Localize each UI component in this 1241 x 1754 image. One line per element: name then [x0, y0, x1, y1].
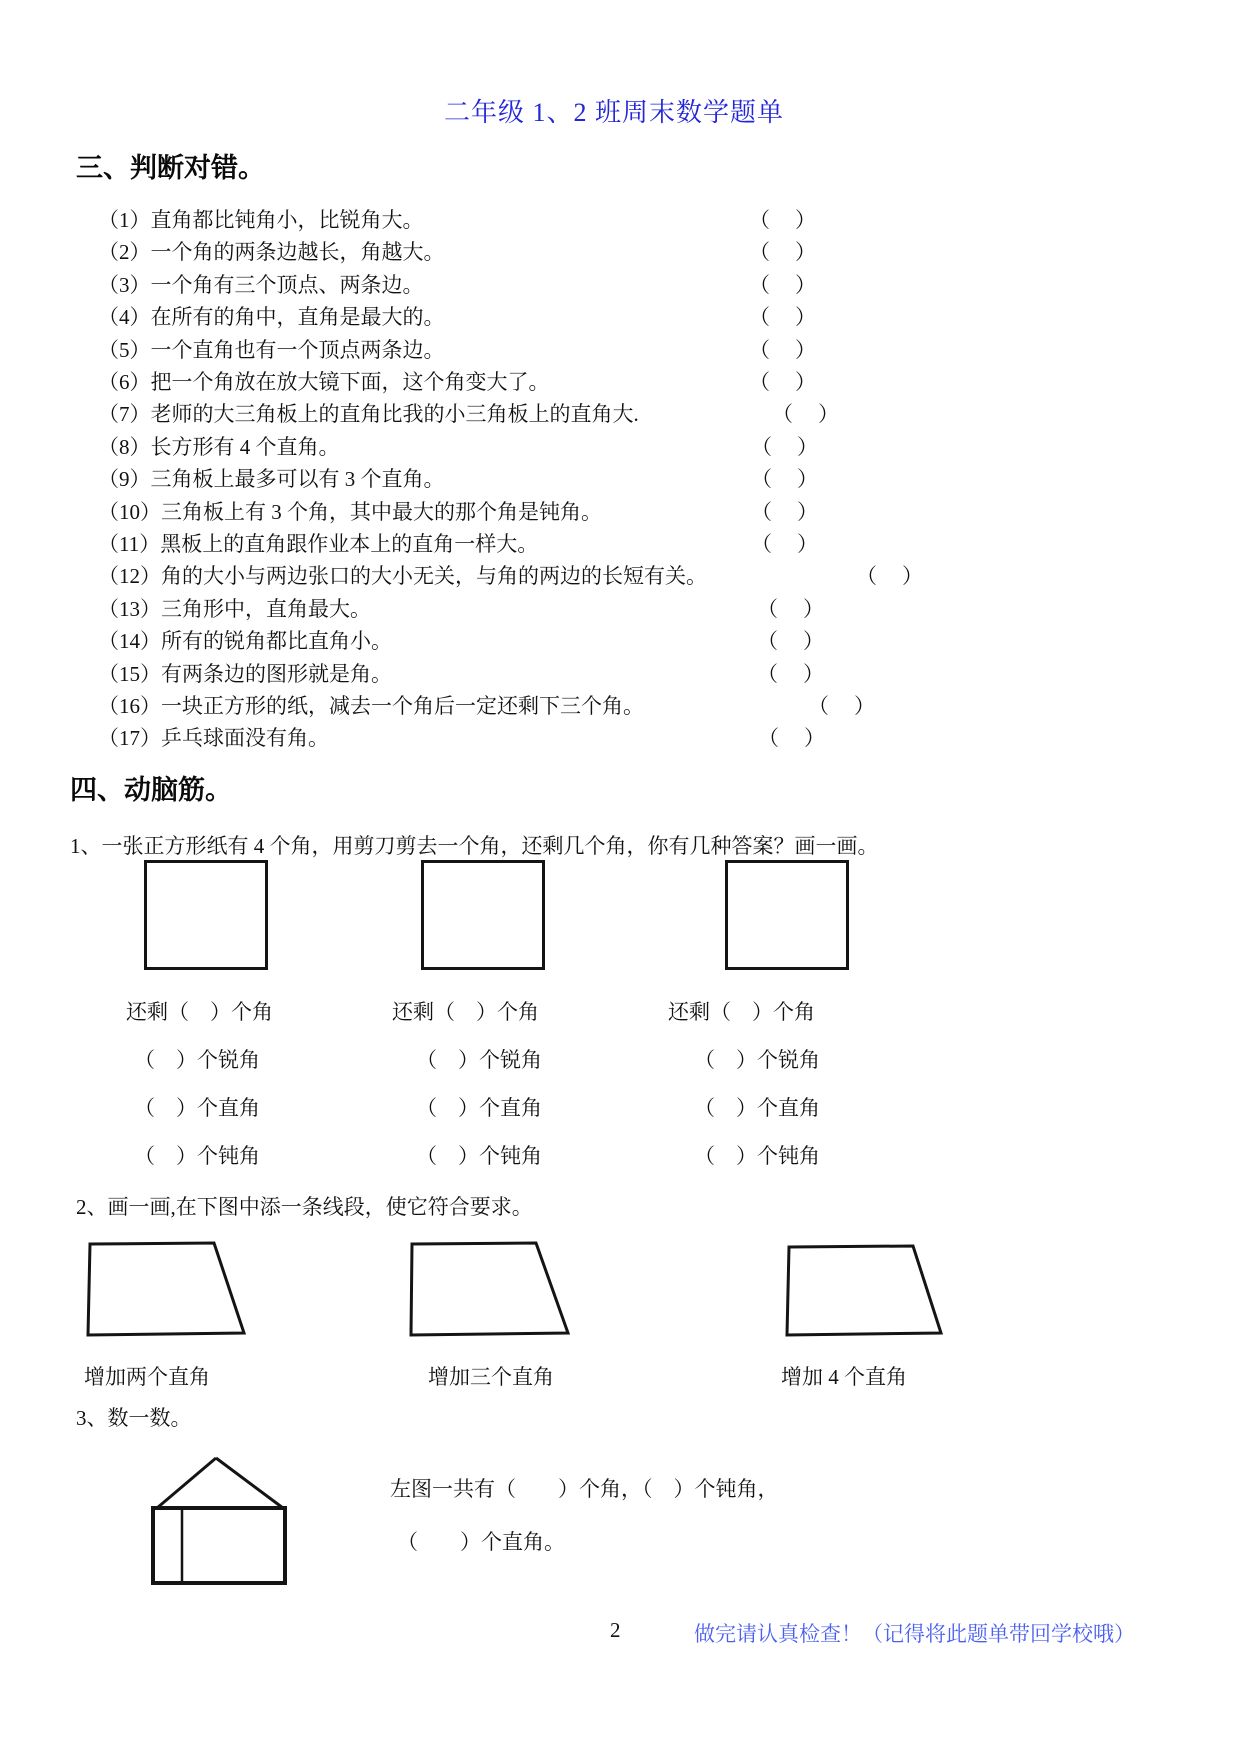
- section-brain-heading: 四、动脑筋。: [70, 775, 232, 805]
- judge-item: [98, 496, 1218, 528]
- q1-square-figure-2[interactable]: [421, 860, 545, 970]
- judge-item-text: （1）直角都比钝角小，比锐角大。: [98, 208, 424, 232]
- q2-trapezoid-figure-2[interactable]: [401, 1235, 581, 1345]
- judge-item: [98, 528, 1218, 560]
- judge-item-text: （11）黑板上的直角跟作业本上的直角一样大。: [98, 532, 539, 556]
- q1-square-figure-1[interactable]: [144, 860, 268, 970]
- q2-trapezoid-figure-3[interactable]: [777, 1235, 957, 1345]
- answer-bracket[interactable]: （ ）: [772, 402, 841, 426]
- q1-obtuse-blank-2[interactable]: （ ）个钝角: [416, 1144, 542, 1168]
- judge-item-text: （6）把一个角放在放大镜下面，这个角变大了。: [98, 370, 550, 394]
- q1-text: 1、一张正方形纸有 4 个角，用剪刀剪去一个角，还剩几个角，你有几种答案？画一画。: [70, 834, 879, 858]
- judge-item-text: （7）老师的大三角板上的直角比我的小三角板上的直角大.: [98, 402, 639, 426]
- judge-item: [98, 658, 1218, 690]
- judge-item: [98, 366, 1218, 398]
- judge-item: [98, 690, 1218, 722]
- q2-text: 2、画一画,在下图中添一条线段，使它符合要求。: [76, 1195, 533, 1219]
- answer-bracket[interactable]: （ ）: [856, 564, 925, 588]
- q2-caption-1: 增加两个直角: [84, 1365, 210, 1389]
- q1-obtuse-blank-3[interactable]: （ ）个钝角: [694, 1144, 820, 1168]
- judge-item-text: （17）乒乓球面没有角。: [98, 726, 329, 750]
- q1-remain-label-3[interactable]: 还剩（ ）个角: [668, 1000, 815, 1024]
- q1-right-blank-3[interactable]: （ ）个直角: [694, 1096, 820, 1120]
- judge-item: [98, 625, 1218, 657]
- judge-item-text: （9）三角板上最多可以有 3 个直角。: [98, 467, 445, 491]
- q1-square-figure-3[interactable]: [725, 860, 849, 970]
- judge-item: [98, 301, 1218, 333]
- q1-acute-blank-2[interactable]: （ ）个锐角: [416, 1048, 542, 1072]
- answer-bracket[interactable]: （ ）: [749, 370, 818, 394]
- judge-item-text: （16）一块正方形的纸，减去一个角后一定还剩下三个角。: [98, 694, 644, 718]
- q3-count-line2: （ ）个直角。: [397, 1530, 565, 1554]
- q3-text: 3、数一数。: [76, 1406, 192, 1430]
- judge-item-text: （5）一个直角也有一个顶点两条边。: [98, 338, 445, 362]
- judge-item: [98, 204, 1218, 236]
- answer-bracket[interactable]: （ ）: [749, 240, 818, 264]
- answer-bracket[interactable]: （ ）: [751, 435, 820, 459]
- judge-item-text: （12）角的大小与两边张口的大小无关，与角的两边的长短有关。: [98, 564, 707, 588]
- answer-bracket[interactable]: （ ）: [751, 500, 820, 524]
- q1-obtuse-blank-1[interactable]: （ ）个钝角: [134, 1144, 260, 1168]
- q2-caption-2: 增加三个直角: [428, 1365, 554, 1389]
- q2-caption-3: 增加 4 个直角: [781, 1365, 907, 1389]
- answer-bracket[interactable]: （ ）: [757, 597, 826, 621]
- q1-remain-label-1[interactable]: 还剩（ ）个角: [126, 1000, 273, 1024]
- judge-item: [98, 722, 1218, 754]
- judge-item-text: （4）在所有的角中，直角是最大的。: [98, 305, 445, 329]
- answer-bracket[interactable]: （ ）: [749, 208, 818, 232]
- answer-bracket[interactable]: （ ）: [757, 629, 826, 653]
- judge-item: [98, 560, 1218, 592]
- judge-item: [98, 334, 1218, 366]
- judge-item: [98, 236, 1218, 268]
- answer-bracket[interactable]: （ ）: [749, 273, 818, 297]
- answer-bracket[interactable]: （ ）: [749, 305, 818, 329]
- answer-bracket[interactable]: （ ）: [808, 694, 877, 718]
- judge-item-text: （10）三角板上有 3 个角，其中最大的那个角是钝角。: [98, 500, 602, 524]
- judge-item: [98, 398, 1218, 430]
- answer-bracket[interactable]: （ ）: [757, 662, 826, 686]
- q1-remain-label-2[interactable]: 还剩（ ）个角: [392, 1000, 539, 1024]
- answer-bracket[interactable]: （ ）: [751, 467, 820, 491]
- q1-acute-blank-3[interactable]: （ ）个锐角: [694, 1048, 820, 1072]
- judge-item: [98, 269, 1218, 301]
- page-title: 二年级 1、2 班周末数学题单: [444, 98, 785, 127]
- section-judge-heading: 三、判断对错。: [76, 153, 265, 183]
- q1-acute-blank-1[interactable]: （ ）个锐角: [134, 1048, 260, 1072]
- answer-bracket[interactable]: （ ）: [758, 726, 827, 750]
- q1-right-blank-2[interactable]: （ ）个直角: [416, 1096, 542, 1120]
- judge-item-text: （2）一个角的两条边越长，角越大。: [98, 240, 445, 264]
- judge-item-text: （8）长方形有 4 个直角。: [98, 435, 340, 459]
- footer-note: 做完请认真检查！（记得将此题单带回学校哦）: [694, 1622, 1135, 1646]
- q3-count-line1: 左图一共有（ ）个角，（ ）个钝角，: [390, 1477, 779, 1501]
- answer-bracket[interactable]: （ ）: [751, 532, 820, 556]
- judge-item: [98, 463, 1218, 495]
- judge-item-text: （15）有两条边的图形就是角。: [98, 662, 392, 686]
- judge-item-text: （3）一个角有三个顶点、两条边。: [98, 273, 424, 297]
- q3-house-figure: [138, 1448, 298, 1593]
- judge-item: [98, 593, 1218, 625]
- answer-bracket[interactable]: （ ）: [749, 338, 818, 362]
- judge-item-text: （13）三角形中，直角最大。: [98, 597, 371, 621]
- q1-right-blank-1[interactable]: （ ）个直角: [134, 1096, 260, 1120]
- q2-trapezoid-figure-1[interactable]: [78, 1235, 258, 1345]
- page-number: 2: [610, 1618, 621, 1642]
- judge-item: [98, 431, 1218, 463]
- judge-item-text: （14）所有的锐角都比直角小。: [98, 629, 392, 653]
